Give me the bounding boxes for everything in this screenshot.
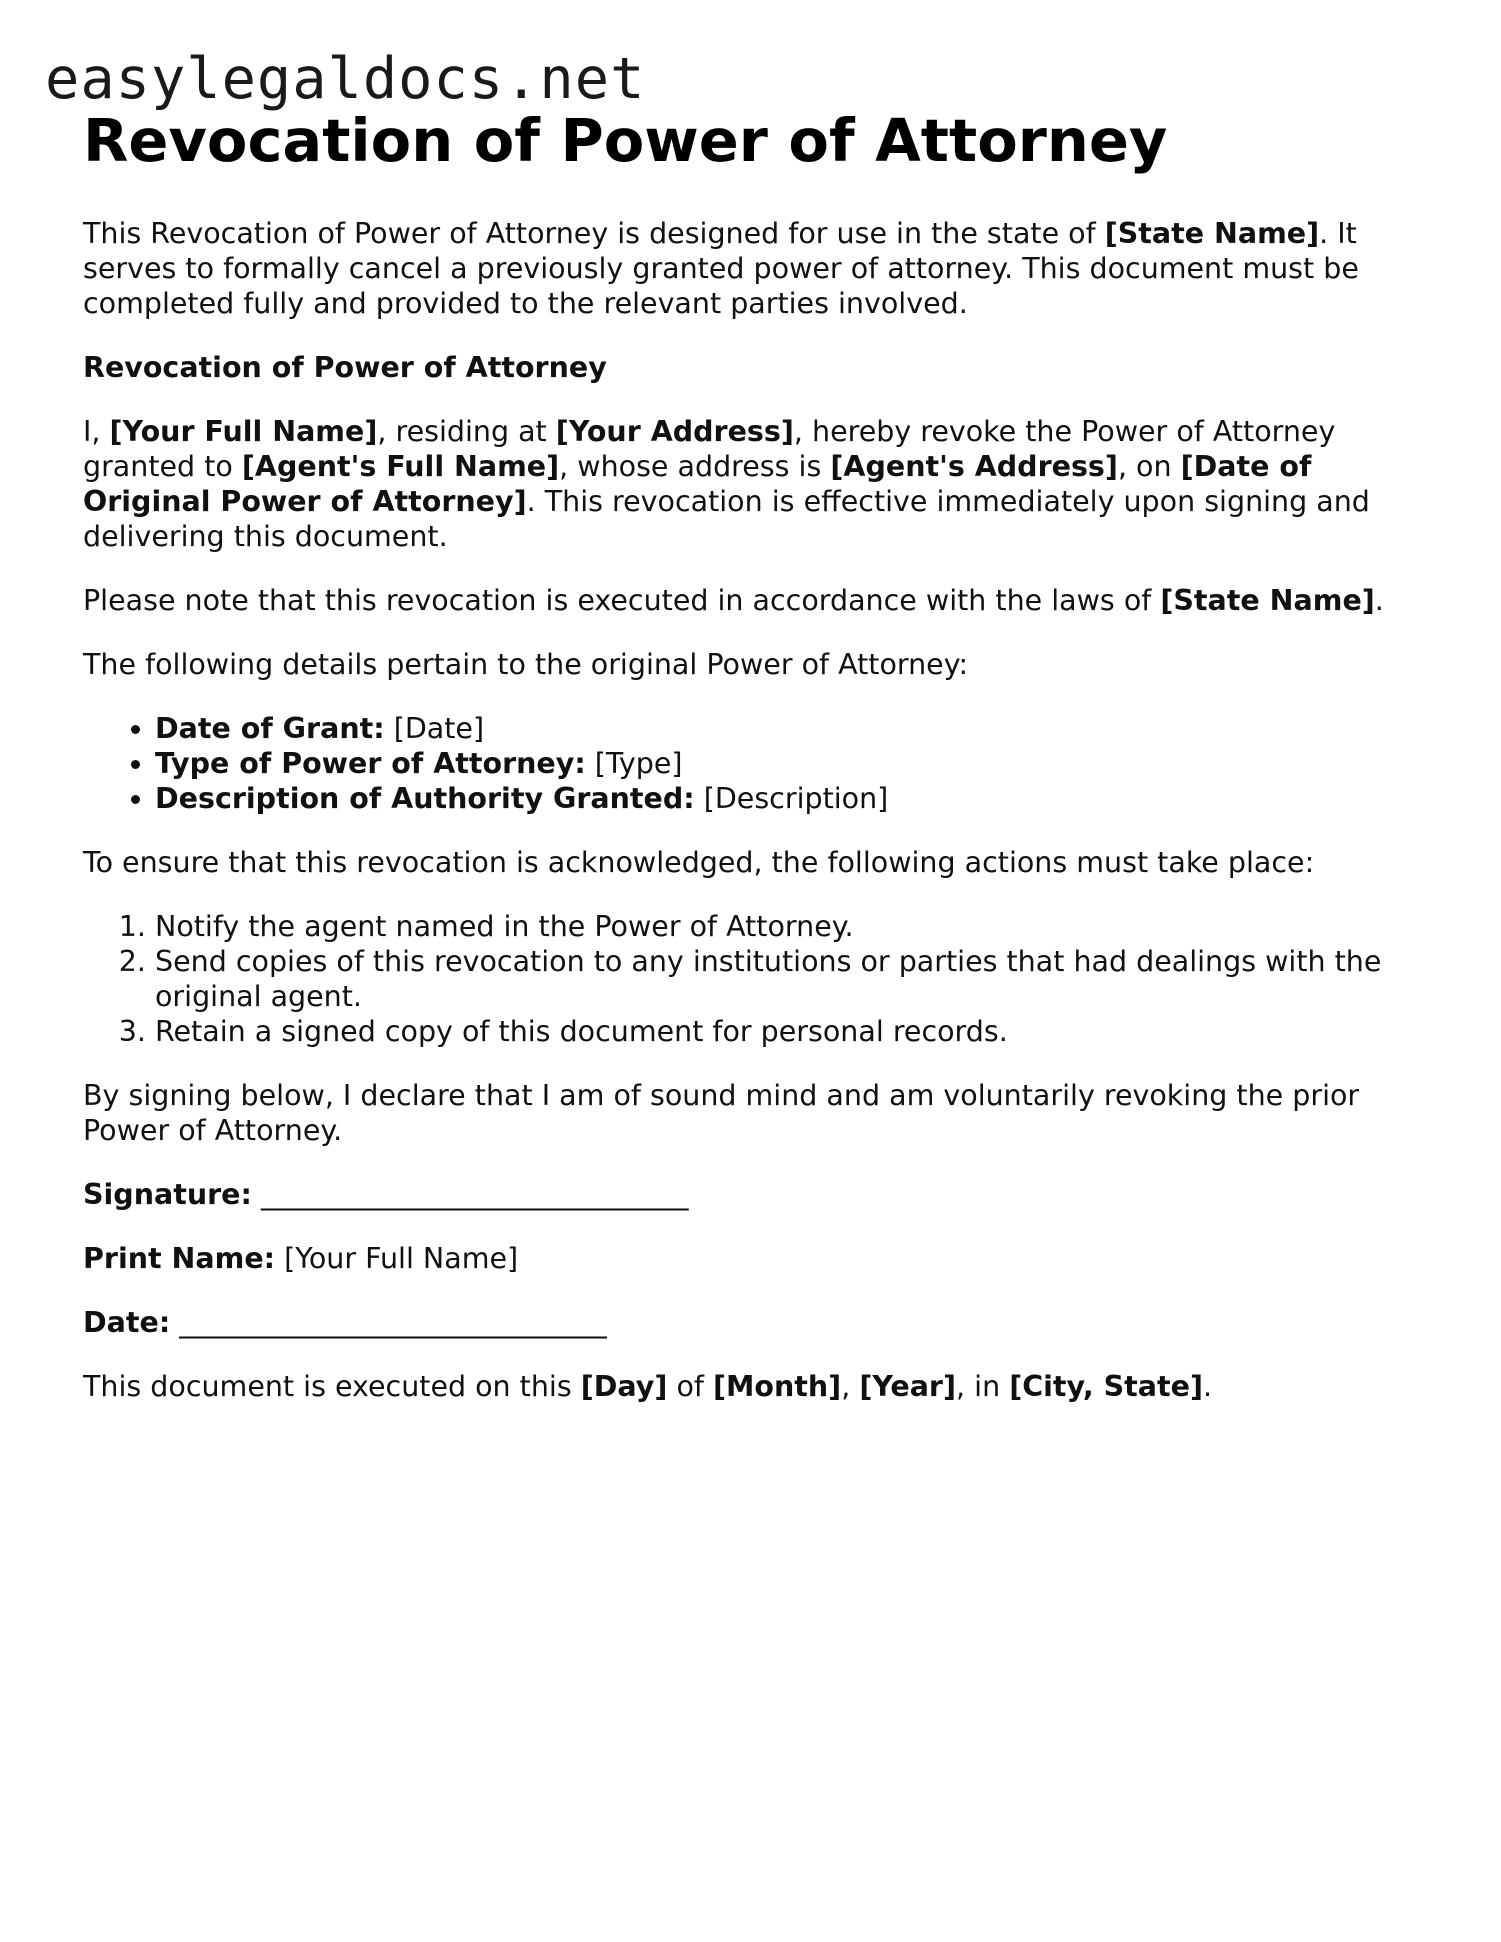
laws-paragraph	[83, 583, 1418, 618]
section-heading: Revocation of Power of Attorney	[83, 351, 607, 384]
day-placeholder: [Day]	[580, 1370, 668, 1403]
laws-text: .	[1374, 584, 1384, 617]
intro-text: . It serves to formally cancel a previously granted power of attorney. This document must be completed fully and provided to the relevant parties involved.	[83, 217, 1359, 320]
actions-list	[83, 909, 1418, 1049]
list-item: 3. Retain a signed copy of this document for personal records.	[155, 1014, 1418, 1049]
executed-text: of	[667, 1370, 713, 1403]
date-line	[83, 1305, 1418, 1340]
revoke-text: , hereby revoke the Power of Attorney granted to	[83, 415, 1336, 483]
your-address-placeholder: [Your Address]	[555, 415, 794, 448]
revoke-text: , residing at	[377, 415, 556, 448]
revoke-text: , whose address is	[559, 450, 831, 483]
details-list	[83, 711, 1418, 816]
revoke-text: , on	[1117, 450, 1181, 483]
document-title: Revocation of Power of Attorney	[83, 106, 1168, 175]
agent-name-placeholder: [Agent's Full Name]	[241, 450, 560, 483]
signature-blank: ______________________________	[251, 1178, 689, 1211]
detail-value: [Date]	[384, 712, 485, 745]
signature-line	[83, 1177, 1418, 1212]
detail-label: Type of Power of Attorney:	[155, 747, 586, 780]
list-item	[155, 746, 1418, 781]
watermark: easylegaldocs.net	[45, 46, 646, 112]
date-label: Date:	[83, 1306, 171, 1339]
laws-text: Please note that this revocation is executed in accordance with the laws of	[83, 584, 1161, 617]
revoke-text: I,	[83, 415, 110, 448]
date-blank: ______________________________	[170, 1306, 607, 1339]
list-item: 2. Send copies of this revocation to any institutions or parties that had dealings with the original agent.	[155, 944, 1418, 1014]
executed-text: , in	[956, 1370, 1010, 1403]
revoke-text: . This revocation is effective immediately upon signing and delivering this document.	[83, 485, 1370, 553]
city-state-placeholder: [City, State]	[1009, 1370, 1204, 1403]
month-placeholder: [Month]	[713, 1370, 842, 1403]
detail-value: [Type]	[585, 747, 683, 780]
original-date-placeholder: [Date of Original Power of Attorney]	[83, 450, 1312, 518]
state-name-placeholder: [State Name]	[1104, 217, 1320, 250]
executed-text: ,	[841, 1370, 860, 1403]
year-placeholder: [Year]	[859, 1370, 957, 1403]
executed-paragraph	[83, 1369, 1418, 1404]
detail-label: Date of Grant:	[155, 712, 385, 745]
agent-address-placeholder: [Agent's Address]	[830, 450, 1118, 483]
executed-text: .	[1203, 1370, 1213, 1403]
print-name-value: [Your Full Name]	[275, 1242, 519, 1275]
executed-text: This document is executed on this	[83, 1370, 581, 1403]
intro-text: This Revocation of Power of Attorney is designed for use in the state of	[83, 217, 1105, 250]
document-body	[83, 102, 1418, 1404]
detail-value: [Description]	[694, 782, 889, 815]
print-name-label: Print Name:	[83, 1242, 276, 1275]
details-intro: The following details pertain to the original Power of Attorney:	[83, 648, 969, 681]
list-item: 1. Notify the agent named in the Power of Attorney.	[155, 909, 1418, 944]
detail-label: Description of Authority Granted:	[155, 782, 695, 815]
declaration-paragraph: By signing below, I declare that I am of sound mind and am voluntarily revoking the prior Power of Attorney.	[83, 1079, 1360, 1147]
your-name-placeholder: [Your Full Name]	[109, 415, 378, 448]
actions-intro: To ensure that this revocation is acknowledged, the following actions must take place:	[83, 846, 1315, 879]
list-item	[155, 781, 1418, 816]
list-item	[155, 711, 1418, 746]
print-name-line	[83, 1241, 1418, 1276]
intro-paragraph	[83, 216, 1418, 321]
signature-label: Signature:	[83, 1178, 252, 1211]
revocation-paragraph	[83, 414, 1418, 554]
state-name-placeholder: [State Name]	[1160, 584, 1375, 617]
